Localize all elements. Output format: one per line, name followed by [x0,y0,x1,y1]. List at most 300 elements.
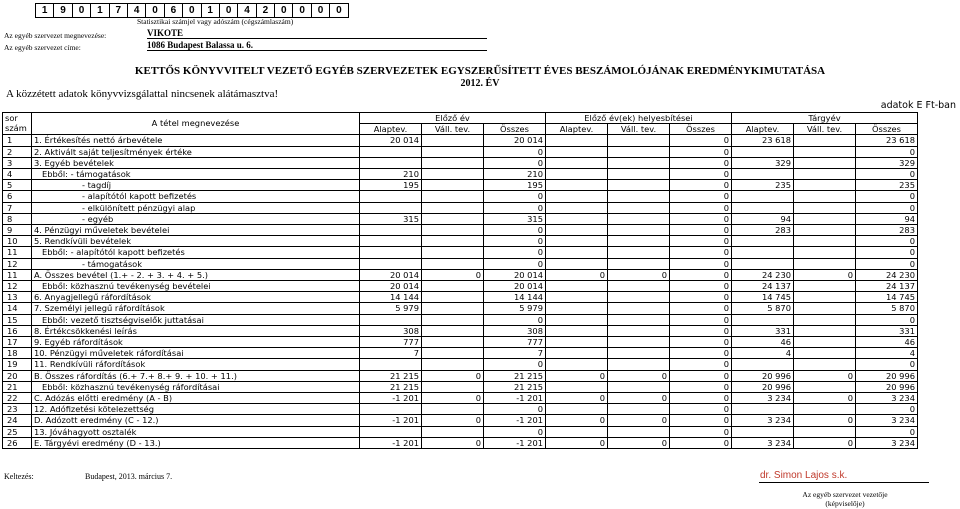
row-value: 777 [360,337,422,348]
row-value: 0 [670,437,732,448]
row-value: 331 [856,325,918,336]
row-value: 0 [546,437,608,448]
row-value: 0 [794,437,856,448]
signature: dr. Simon Lajos s.k. [760,470,848,481]
row-value: -1 201 [484,415,546,426]
header-current-year: Tárgyév [732,113,918,124]
row-value: 0 [546,370,608,381]
row-value [732,314,794,325]
table-row [3,225,918,236]
row-value [608,325,670,336]
row-number: 22 [3,393,32,404]
row-label: 6. Anyagjellegű ráfordítások [32,292,360,303]
row-value: 0 [670,348,732,359]
row-value [608,146,670,157]
header-col-basic: Alaptev. [546,124,608,135]
row-value: 0 [670,168,732,179]
table-row [3,381,918,392]
row-value [794,247,856,258]
row-value: 0 [670,426,732,437]
row-value: 0 [484,157,546,168]
row-value [546,146,608,157]
table-row [3,292,918,303]
row-value [794,180,856,191]
row-label: 12. Adófizetési kötelezettség [32,404,360,415]
header-col-enterprise: Váll. tev. [422,124,484,135]
table-row [3,191,918,202]
header-sor: sor szám [3,113,32,135]
audit-notice: A közzétett adatok könyvvizsgálattal nincsenek alátámasztva! [6,88,279,100]
row-value: 0 [484,247,546,258]
row-value [732,168,794,179]
row-value: 20 014 [360,281,422,292]
row-value: 21 215 [360,381,422,392]
row-value: 0 [484,191,546,202]
row-value [794,202,856,213]
row-value [794,281,856,292]
row-value [422,225,484,236]
row-value [794,325,856,336]
row-value [360,258,422,269]
row-number: 23 [3,404,32,415]
row-value [360,191,422,202]
row-value: 20 996 [856,370,918,381]
id-digit-box: 0 [182,3,201,18]
row-value [794,225,856,236]
row-value [608,404,670,415]
row-value: 0 [670,359,732,370]
header-col-enterprise: Váll. tev. [794,124,856,135]
row-value: 329 [856,157,918,168]
row-value: 0 [856,258,918,269]
row-value: 0 [794,269,856,280]
row-value [422,191,484,202]
row-value: 7 [484,348,546,359]
row-value: 0 [670,213,732,224]
row-value: 0 [546,393,608,404]
row-value: 21 215 [484,370,546,381]
row-value: 0 [670,292,732,303]
row-value: 3 234 [856,415,918,426]
row-value [794,157,856,168]
row-value [546,247,608,258]
row-number: 12 [3,281,32,292]
row-value: 0 [608,393,670,404]
row-value: 210 [360,168,422,179]
table-row [3,337,918,348]
row-value: 14 745 [856,292,918,303]
row-value: 0 [484,202,546,213]
row-value [794,135,856,146]
row-value: 0 [484,359,546,370]
row-value: 283 [856,225,918,236]
row-value: 0 [608,269,670,280]
row-value: 235 [732,180,794,191]
row-label: 8. Értékcsökkenési leírás [32,325,360,336]
org-name-label: Az egyéb szervezet megnevezése: [4,31,107,40]
row-value [608,225,670,236]
row-value [608,135,670,146]
org-address-label: Az egyéb szervezet címe: [4,43,81,52]
row-value [422,325,484,336]
row-value [546,314,608,325]
unit-label: adatok E Ft-ban [880,100,956,111]
id-digit-box: 4 [237,3,256,18]
row-value [422,168,484,179]
row-label: - elkülönített pénzügyi alap [32,202,360,213]
row-value: 0 [856,168,918,179]
header-prev-year: Előző év [360,113,546,124]
row-value: 3 234 [856,393,918,404]
row-value [608,292,670,303]
table-row [3,404,918,415]
row-value: 0 [670,337,732,348]
row-number: 18 [3,348,32,359]
row-value: 0 [670,180,732,191]
row-value [422,404,484,415]
row-label: - egyéb [32,213,360,224]
row-value [360,247,422,258]
row-value: 0 [670,381,732,392]
row-value: 0 [670,258,732,269]
row-value [360,404,422,415]
row-value [794,191,856,202]
row-label: Ebből: közhasznú tevékenység ráfordításai [32,381,360,392]
row-value [608,258,670,269]
row-label: - támogatások [32,258,360,269]
row-value [608,359,670,370]
row-value [794,404,856,415]
row-label: 2. Aktivált saját teljesítmények értéke [32,146,360,157]
row-value [608,348,670,359]
row-value: 23 618 [856,135,918,146]
row-value [546,258,608,269]
row-value [422,258,484,269]
header-row-1 [3,113,918,124]
header-item: A tétel megnevezése [32,113,360,135]
row-value: 20 014 [360,135,422,146]
row-value [546,281,608,292]
row-value [360,146,422,157]
row-value [422,359,484,370]
row-value [794,426,856,437]
row-value [546,202,608,213]
row-value: 20 996 [856,381,918,392]
row-value [422,202,484,213]
table-row [3,281,918,292]
row-value [546,359,608,370]
row-value [546,348,608,359]
row-value: 0 [856,404,918,415]
row-value: 0 [670,247,732,258]
row-label: E. Tárgyévi eredmény (D - 13.) [32,437,360,448]
row-value: 315 [484,213,546,224]
row-value: 24 230 [732,269,794,280]
row-value [732,404,794,415]
row-value: 3 234 [732,393,794,404]
row-value [422,314,484,325]
row-value [794,314,856,325]
date-value: Budapest, 2013. március 7. [85,472,173,481]
row-value: 0 [794,370,856,381]
row-value: 0 [484,146,546,157]
row-value: 20 996 [732,370,794,381]
row-value: 0 [670,325,732,336]
row-number: 15 [3,314,32,325]
id-digit-box: 0 [219,3,238,18]
row-number: 6 [3,191,32,202]
row-value: 20 014 [484,135,546,146]
row-value: 94 [732,213,794,224]
row-value: 20 014 [360,269,422,280]
row-number: 2 [3,146,32,157]
table-row [3,146,918,157]
row-value [422,381,484,392]
row-value [732,202,794,213]
row-label: Ebből: - támogatások [32,168,360,179]
row-value [608,247,670,258]
row-value: 0 [670,314,732,325]
row-label: 10. Pénzügyi műveletek ráfordításai [32,348,360,359]
table-row [3,213,918,224]
header-col-total: Összes [856,124,918,135]
row-number: 25 [3,426,32,437]
table-row [3,135,918,146]
row-value: 20 014 [484,269,546,280]
row-label: Ebből: közhasznú tevékenység bevételei [32,281,360,292]
row-number: 8 [3,213,32,224]
row-label: 11. Rendkívüli ráfordítások [32,359,360,370]
table-row [3,202,918,213]
row-value: 777 [484,337,546,348]
row-value: 308 [360,325,422,336]
report-year: 2012. ÉV [460,78,500,89]
row-value: 283 [732,225,794,236]
row-value [732,247,794,258]
row-value: 0 [856,146,918,157]
id-number-boxes [36,3,349,18]
row-value: 0 [856,247,918,258]
row-value: 0 [856,191,918,202]
row-value: 331 [732,325,794,336]
row-number: 12 [3,258,32,269]
header-col-basic: Alaptev. [360,124,422,135]
row-value [546,180,608,191]
row-value: 5 870 [732,303,794,314]
row-value: 0 [608,437,670,448]
row-value: 0 [422,269,484,280]
row-value [794,337,856,348]
row-value: 195 [484,180,546,191]
row-value [546,225,608,236]
table-row [3,325,918,336]
row-number: 20 [3,370,32,381]
row-number: 3 [3,157,32,168]
table-row [3,359,918,370]
row-value [360,225,422,236]
row-label: D. Adózott eredmény (C - 12.) [32,415,360,426]
id-digit-box: 0 [311,3,330,18]
row-value [794,381,856,392]
row-value: 0 [856,236,918,247]
row-label: Ebből: - alapítótól kapott befizetés [32,247,360,258]
row-number: 5 [3,180,32,191]
row-label: - tagdíj [32,180,360,191]
row-value [608,303,670,314]
row-value [422,426,484,437]
id-digit-box: 0 [274,3,293,18]
row-value: 0 [856,202,918,213]
row-value: 0 [670,370,732,381]
table-row [3,168,918,179]
table-row [3,348,918,359]
header-corrections: Előző év(ek) helyesbítései [546,113,732,124]
row-value: 5 979 [484,303,546,314]
row-value [608,426,670,437]
row-value [608,202,670,213]
row-number: 9 [3,225,32,236]
row-value: 0 [670,269,732,280]
row-value: 195 [360,180,422,191]
row-value: 0 [484,314,546,325]
row-value [608,281,670,292]
row-number: 7 [3,202,32,213]
row-value [794,258,856,269]
row-value: -1 201 [484,437,546,448]
row-value [732,191,794,202]
id-digit-box: 2 [256,3,275,18]
row-number: 26 [3,437,32,448]
row-label: 7. Személyi jellegű ráfordítások [32,303,360,314]
row-value: 94 [856,213,918,224]
id-digit-box: 4 [127,3,146,18]
row-value: 0 [670,303,732,314]
row-value [422,236,484,247]
row-value [732,258,794,269]
row-value [608,157,670,168]
row-value [360,157,422,168]
header-col-basic: Alaptev. [732,124,794,135]
row-value: 14 144 [360,292,422,303]
row-value: 235 [856,180,918,191]
row-value [546,303,608,314]
org-name: VIKOTE [147,28,487,39]
id-digit-box: 0 [329,3,348,18]
row-number: 19 [3,359,32,370]
id-digit-box: 6 [164,3,183,18]
row-value [422,281,484,292]
row-value: 0 [856,314,918,325]
row-value: 210 [484,168,546,179]
row-value: 0 [422,415,484,426]
row-value [794,236,856,247]
row-value [608,191,670,202]
row-value [422,146,484,157]
row-value [794,303,856,314]
header-col-total: Összes [670,124,732,135]
row-value [546,236,608,247]
row-value: 3 234 [732,437,794,448]
report-title: KETTŐS KÖNYVVITELT VEZETŐ EGYÉB SZERVEZETEK EGYSZERŰSÍTETT ÉVES BESZÁMOLÓJÁNAK EREDMÉNYKIMUTATÁSA [134,65,826,77]
row-number: 13 [3,292,32,303]
id-digit-box: 0 [292,3,311,18]
id-digit-box: 1 [35,3,54,18]
row-value [422,135,484,146]
row-value: 24 137 [856,281,918,292]
row-value: 0 [422,437,484,448]
row-value [546,213,608,224]
row-label: 9. Egyéb ráfordítások [32,337,360,348]
table-row [3,437,918,448]
row-label: 3. Egyéb bevételek [32,157,360,168]
row-value: 0 [670,157,732,168]
header-col-total: Összes [484,124,546,135]
row-value [546,337,608,348]
row-value: 21 215 [360,370,422,381]
row-value [360,314,422,325]
row-value [608,168,670,179]
row-value: 14 745 [732,292,794,303]
row-value: 0 [546,269,608,280]
row-value: 24 137 [732,281,794,292]
row-label: B. Összes ráfordítás (6.+ 7.+ 8.+ 9. + 10. + 11.) [32,370,360,381]
row-value [732,236,794,247]
row-value [794,146,856,157]
row-label: 1. Értékesítés nettó árbevétele [32,135,360,146]
row-label: A. Összes bevétel (1.+ - 2. + 3. + 4. + 5.) [32,269,360,280]
row-value: 0 [484,236,546,247]
row-value [608,381,670,392]
row-value [360,236,422,247]
row-value [546,404,608,415]
row-value: 0 [484,426,546,437]
id-digit-box: 9 [53,3,72,18]
row-number: 24 [3,415,32,426]
id-digit-box: 0 [145,3,164,18]
row-value: 0 [670,225,732,236]
id-digit-box: 1 [201,3,220,18]
row-value: 308 [484,325,546,336]
row-number: 10 [3,236,32,247]
table-row [3,426,918,437]
table-row [3,236,918,247]
row-value: 20 996 [732,381,794,392]
row-value [608,180,670,191]
row-value: 23 618 [732,135,794,146]
row-number: 11 [3,269,32,280]
table-row [3,247,918,258]
row-value [608,236,670,247]
id-caption: Statisztikai számjel vagy adószám (cégszámlaszám) [137,17,294,26]
row-value: 7 [360,348,422,359]
row-value: -1 201 [360,415,422,426]
row-value: 0 [422,370,484,381]
row-label: C. Adózás előtti eredmény (A - B) [32,393,360,404]
row-value: 0 [670,146,732,157]
row-value: 315 [360,213,422,224]
row-value: -1 201 [484,393,546,404]
row-value [546,168,608,179]
row-value [546,191,608,202]
row-value: 14 144 [484,292,546,303]
row-value: 0 [546,415,608,426]
row-value: 46 [732,337,794,348]
row-value: 0 [670,202,732,213]
header-col-enterprise: Váll. tev. [608,124,670,135]
signature-line [759,482,929,483]
row-value: 0 [484,258,546,269]
row-number: 16 [3,325,32,336]
